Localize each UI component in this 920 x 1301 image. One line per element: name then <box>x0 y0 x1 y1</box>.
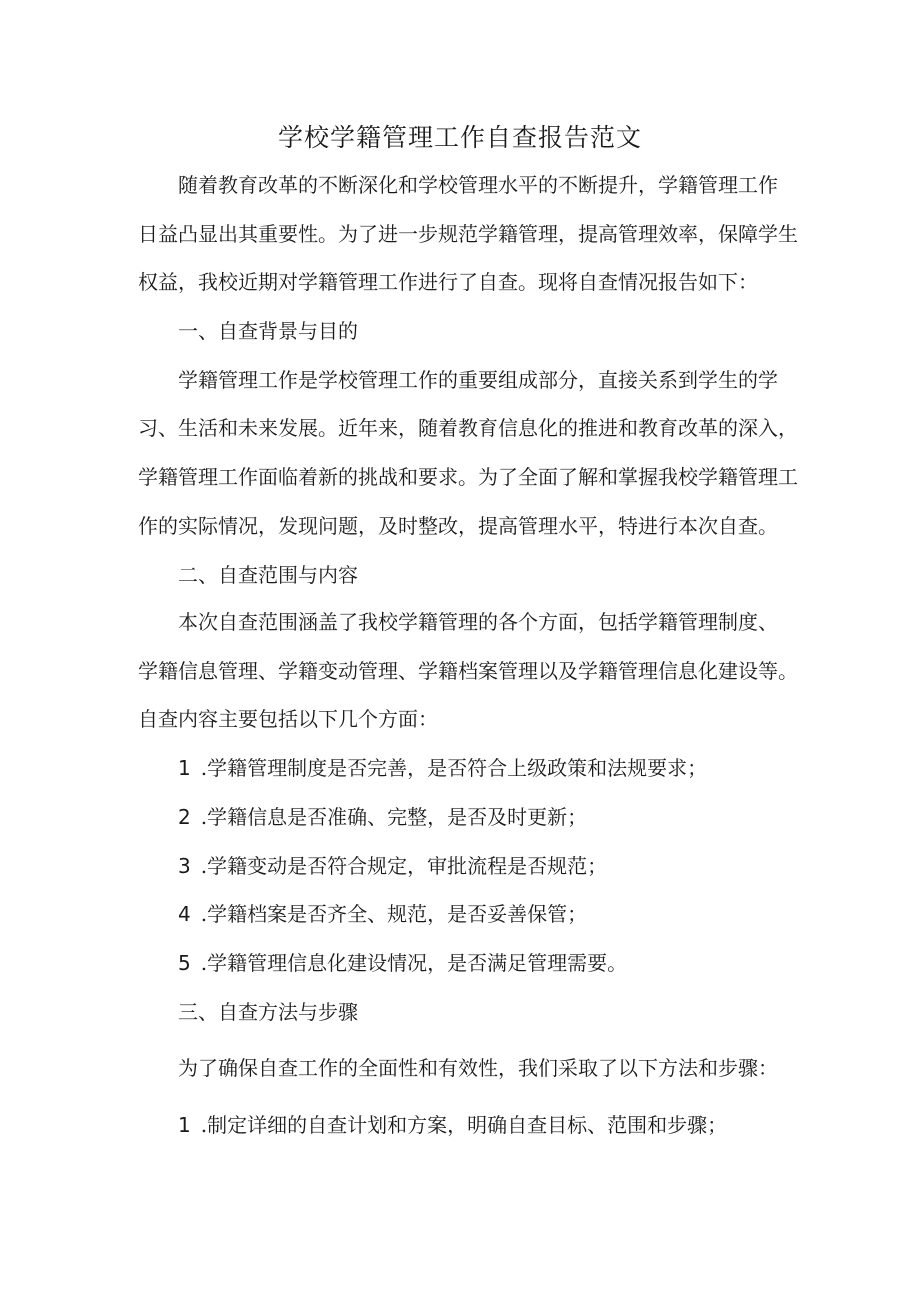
section-heading: 二、自查范围与内容 <box>178 563 358 587</box>
list-number: 3 <box>178 854 191 878</box>
list-text: .学籍信息是否准确、完整，是否及时更新； <box>200 805 588 829</box>
paragraph-line: 作的实际情况，发现问题，及时整改，提高管理水平，特进行本次自查。 <box>138 514 778 538</box>
list-text: .学籍管理信息化建设情况，是否满足管理需要。 <box>200 951 628 975</box>
list-number: 5 <box>178 951 191 975</box>
list-text: .学籍档案是否齐全、规范，是否妥善保管； <box>200 902 588 926</box>
section-heading: 三、自查方法与步骤 <box>178 1000 358 1024</box>
list-text: .学籍变动是否符合规定，审批流程是否规范； <box>200 854 608 878</box>
section-heading: 一、自查背景与目的 <box>178 319 358 343</box>
list-item <box>178 949 627 977</box>
list-item <box>178 852 607 880</box>
paragraph-line: 权益，我校近期对学籍管理工作进行了自查。现将自查情况报告如下： <box>138 270 758 294</box>
list-item <box>178 754 707 782</box>
paragraph-line: 日益凸显出其重要性。为了进一步规范学籍管理，提高管理效率，保障学生 <box>138 222 798 246</box>
list-number: 2 <box>178 805 191 829</box>
paragraph-line: 习、生活和未来发展。近年来，随着教育信息化的推进和教育改革的深入， <box>138 416 798 440</box>
list-number: 4 <box>178 902 191 926</box>
paragraph-line: 学籍管理工作面临着新的挑战和要求。为了全面了解和掌握我校学籍管理工 <box>138 465 798 489</box>
paragraph-line: 随着教育改革的不断深化和学校管理水平的不断提升，学籍管理工作 <box>178 173 778 197</box>
list-item <box>178 803 587 831</box>
paragraph-line: 学籍信息管理、学籍变动管理、学籍档案管理以及学籍管理信息化建设等。 <box>138 659 798 683</box>
paragraph-line: 自查内容主要包括以下几个方面： <box>138 707 438 731</box>
paragraph-line: 学籍管理工作是学校管理工作的重要组成部分，直接关系到学生的学 <box>178 368 778 392</box>
list-text: .制定详细的自查计划和方案，明确自查目标、范围和步骤； <box>200 1113 728 1137</box>
paragraph-line: 为了确保自查工作的全面性和有效性，我们采取了以下方法和步骤： <box>178 1056 778 1080</box>
list-text: .学籍管理制度是否完善，是否符合上级政策和法规要求； <box>200 756 708 780</box>
paragraph-line: 本次自查范围涵盖了我校学籍管理的各个方面，包括学籍管理制度、 <box>178 610 778 634</box>
list-item <box>178 1111 727 1139</box>
list-number: 1 <box>178 1113 191 1137</box>
list-item <box>178 900 587 928</box>
list-number: 1 <box>178 756 191 780</box>
document-title: 学校学籍管理工作自查报告范文 <box>277 123 642 152</box>
